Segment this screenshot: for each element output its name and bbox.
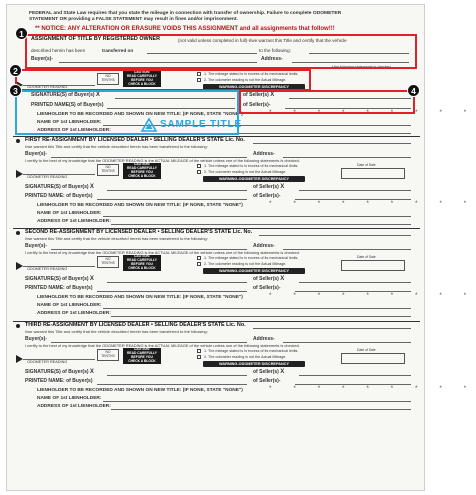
first-date-box[interactable] — [341, 168, 405, 179]
second-lien-addr-label: ADDRESS OF 1st LIENHOLDER: — [37, 311, 111, 316]
header-line-1: FEDERAL and State Law requires that you state the mileage in connection with transfer of ownership. Failure to complete ODOMETER — [29, 11, 342, 16]
second-date-label: Date of Sale — [357, 255, 376, 259]
second-no-tenths-box: NO TENTHS — [97, 256, 119, 268]
second-lien-addr-line[interactable] — [111, 316, 411, 317]
third-printed-buyer-line[interactable] — [97, 384, 247, 385]
first-no-tenths-box: NO TENTHS — [97, 164, 119, 176]
first-address-line[interactable] — [283, 157, 411, 158]
first-lic-line[interactable] — [253, 143, 411, 144]
second-opt-1: 1. The mileage stated is in excess of its mechanical limits. — [204, 256, 299, 260]
third-lien-addr-line[interactable] — [111, 409, 411, 410]
third-bullet-icon — [16, 324, 20, 328]
second-lien-stars: * * * * * * * * * — [269, 292, 476, 299]
owner-sig-seller-label: of Seller(s) X — [243, 92, 275, 98]
callout-box-1 — [25, 34, 417, 69]
second-sig-buyer-label: SIGNATURE(S) of Buyer(s) X — [25, 276, 94, 282]
third-lien-name-line[interactable] — [103, 401, 411, 402]
to-following-text: to the following: — [259, 48, 291, 53]
second-certify: I certify to the best of my knowledge that the ODOMETER READING is the ACTUAL MILEAGE of the vehicle unless one of the following statements is checked. — [25, 250, 300, 255]
second-check-1[interactable] — [197, 256, 201, 260]
second-sig-seller-line[interactable] — [299, 282, 411, 283]
second-warning-badge: WARNING-ODOMETER DISCREPANCY — [203, 268, 305, 274]
third-address-line[interactable] — [283, 342, 411, 343]
third-opt-2: 2. The odometer reading is not the Actual Mileage. — [204, 355, 287, 359]
owner-sig-buyer-label: SIGNATURE(S) of Buyer(s) X — [31, 92, 100, 98]
second-opt-2: 2. The odometer reading is not the Actual Mileage. — [204, 262, 287, 266]
second-caution-box: CAUTION: READ CAREFULLY BEFORE YOU CHECK A BLOCK — [123, 255, 161, 271]
third-section-title: THIRD RE-ASSIGNMENT BY LICENSED DEALER • SELLING DEALER'S STATE Lic. No. — [25, 322, 246, 328]
third-lic-line[interactable] — [253, 328, 411, 329]
owner-lien-stars: * * * * * * * * * — [269, 109, 476, 116]
third-lien-stars: * * * * * * * * * — [269, 385, 476, 392]
second-printed-buyer-label: PRINTED NAME: of Buyer(s) — [25, 285, 93, 291]
owner-caution-box: CAUTION: READ CAREFULLY BEFORE YOU CHECK A BLOCK — [123, 71, 161, 87]
callout-marker-2: 2 — [9, 64, 22, 77]
first-printed-seller-label: of Seller(s)- — [253, 193, 281, 199]
first-bullet-icon — [16, 139, 20, 143]
sample-title-stamp: SAMPLE TITLE — [160, 119, 242, 130]
second-buyers-label: Buyer(s)- — [25, 243, 47, 249]
first-caution-box: CAUTION: READ CAREFULLY BEFORE YOU CHECK A BLOCK — [123, 163, 161, 179]
first-lien-addr-label: ADDRESS OF 1st LIENHOLDER: — [37, 219, 111, 224]
owner-lien-addr-label: ADDRESS OF 1st LIENHOLDER: — [37, 128, 111, 133]
owner-opt-2: 2. The odometer reading is not the Actual Mileage. — [204, 78, 287, 82]
first-lien-addr-line[interactable] — [111, 224, 411, 225]
owner-buyers-label: Buyer(s)- — [31, 56, 53, 62]
third-sig-buyer-line[interactable] — [107, 375, 247, 376]
owner-printed-buyer-label: PRINTED NAME(S) of Buyer(s) — [31, 102, 104, 108]
first-check-2[interactable] — [197, 170, 201, 174]
owner-statements-tail: f the following statements is checked. — [332, 65, 392, 69]
owner-odometer-label: ODOMETER READING — [27, 85, 68, 89]
third-buyers-label: Buyer(s)- — [25, 336, 47, 342]
callout-marker-4: 4 — [407, 84, 420, 97]
callout-marker-1: 1 — [15, 27, 28, 40]
first-address-label: Address- — [253, 151, 275, 157]
third-lienholder-text: LIENHOLDER TO BE RECORDED AND SHOWN ON NEW TITLE: (IF NONE, STATE "NONE") — [37, 388, 243, 393]
sample-stamp-icon — [141, 118, 157, 132]
second-address-label: Address- — [253, 243, 275, 249]
owner-no-tenths-box: NO TENTHS — [97, 73, 119, 85]
second-sig-buyer-line[interactable] — [107, 282, 247, 283]
second-odometer-label: ODOMETER READING — [27, 267, 68, 271]
third-odometer-arrow-icon — [16, 355, 23, 363]
third-warrant: I/we warrant this Title and certify that the vehicle described herein has been transferred to the following: — [25, 329, 208, 334]
owner-printed-seller-label: of Seller(s)- — [243, 102, 271, 108]
first-lienholder-text: LIENHOLDER TO BE RECORDED AND SHOWN ON NEW TITLE: (IF NONE, STATE "NONE") — [37, 203, 243, 208]
second-lien-name-line[interactable] — [103, 308, 411, 309]
third-sig-seller-line[interactable] — [299, 375, 411, 376]
second-lien-name-label: NAME OF 1st LIENHOLDER: — [37, 303, 102, 308]
described-text: described herein has been — [31, 48, 86, 53]
first-odometer-arrow-icon — [16, 170, 23, 178]
third-date-box[interactable] — [341, 353, 405, 364]
first-date-label: Date of Sale — [357, 163, 376, 167]
transferred-on-text: transferred on — [102, 48, 134, 53]
third-opt-1: 1. The mileage stated is in excess of its mechanical limits. — [204, 349, 299, 353]
first-sig-buyer-line[interactable] — [107, 190, 247, 191]
third-sig-seller-label: of Seller(s) X — [253, 369, 285, 375]
first-buyers-label: Buyer(s)- — [25, 151, 47, 157]
third-warning-badge: WARNING-ODOMETER DISCREPANCY — [203, 361, 305, 367]
third-printed-seller-label: of Seller(s)- — [253, 378, 281, 384]
second-printed-buyer-line[interactable] — [97, 291, 247, 292]
first-check-1[interactable] — [197, 164, 201, 168]
notice-line: ** NOTICE: ANY ALTERATION OR ERASURE VOIDS THIS ASSIGNMENT and all assignments that follow!!! — [35, 26, 335, 32]
first-printed-buyer-label: PRINTED NAME: of Buyer(s) — [25, 193, 93, 199]
owner-lienholder-text: LIENHOLDER TO BE RECORDED AND SHOWN ON NEW TITLE: (IF NONE, STATE "NONE") — [37, 112, 243, 117]
owner-assignment-title-tail: (not valid unless completed in full)-I/we warrant this Title and certify that the vehicle — [178, 38, 347, 43]
first-lien-stars: * * * * * * * * * — [269, 200, 476, 207]
third-lien-name-label: NAME OF 1st LIENHOLDER: — [37, 396, 102, 401]
first-opt-1: 1. The mileage stated is in excess of its mechanical limits. — [204, 164, 299, 168]
owner-lien-name-label: NAME OF 1st LIENHOLDER: — [37, 120, 102, 125]
second-address-line[interactable] — [283, 249, 411, 250]
first-lien-name-line[interactable] — [103, 216, 411, 217]
second-odometer-arrow-icon — [16, 262, 23, 270]
second-printed-seller-label: of Seller(s)- — [253, 285, 281, 291]
second-sig-seller-label: of Seller(s) X — [253, 276, 285, 282]
first-printed-buyer-line[interactable] — [97, 199, 247, 200]
first-lien-name-label: NAME OF 1st LIENHOLDER: — [37, 211, 102, 216]
owner-warning-badge: WARNING-ODOMETER DISCREPANCY — [203, 84, 305, 90]
third-address-label: Address- — [253, 336, 275, 342]
third-sig-buyer-label: SIGNATURE(S) of Buyer(s) X — [25, 369, 94, 375]
callout-box-4 — [239, 90, 415, 114]
third-no-tenths-box: NO TENTHS — [97, 349, 119, 361]
third-caution-box: CAUTION: READ CAREFULLY BEFORE YOU CHECK A BLOCK — [123, 348, 161, 364]
second-check-2[interactable] — [197, 262, 201, 266]
title-document-page — [6, 4, 476, 491]
first-sig-seller-line[interactable] — [299, 190, 411, 191]
first-warning-badge: WARNING-ODOMETER DISCREPANCY — [203, 176, 305, 182]
second-section-title: SECOND RE-ASSIGNMENT BY LICENSED DEALER • SELLING DEALER'S STATE Lic. No. — [25, 229, 253, 235]
owner-assignment-title: ASSIGNMENT OF TITLE BY REGISTERED OWNER — [31, 36, 160, 42]
third-lien-addr-label: ADDRESS OF 1st LIENHOLDER: — [37, 404, 111, 409]
third-date-label: Date of Sale — [357, 348, 376, 352]
second-bullet-icon — [16, 231, 20, 235]
second-lienholder-text: LIENHOLDER TO BE RECORDED AND SHOWN ON NEW TITLE: (IF NONE, STATE "NONE") — [37, 295, 243, 300]
callout-box-2 — [15, 69, 311, 91]
third-odometer-label: ODOMETER READING — [27, 360, 68, 364]
header-line-2: STATEMENT OR providing a FALSE STATEMENT may result in fines and/or imprisonment. — [29, 17, 238, 22]
second-warrant: I/we warrant this Title and certify that the vehicle described herein has been transferred to the following: — [25, 236, 208, 241]
callout-marker-3: 3 — [9, 84, 22, 97]
third-printed-buyer-label: PRINTED NAME: of Buyer(s) — [25, 378, 93, 384]
second-date-box[interactable] — [341, 260, 405, 271]
second-lic-line[interactable] — [259, 235, 411, 236]
third-check-1[interactable] — [197, 349, 201, 353]
third-check-2[interactable] — [197, 355, 201, 359]
first-warrant: I/we warrant this Title and certify that the vehicle described herein has been transferred to the following: — [25, 144, 208, 149]
first-sig-buyer-label: SIGNATURE(S) of Buyer(s) X — [25, 184, 94, 190]
first-opt-2: 2. The odometer reading is not the Actual Mileage. — [204, 170, 287, 174]
owner-address-label: Address- — [261, 56, 283, 62]
first-certify: I certify to the best of my knowledge that the ODOMETER READING is the ACTUAL MILEAGE of the vehicle unless one of the following statements is checked. — [25, 158, 300, 163]
owner-opt-1: 1. The mileage stated is in excess of its mechanical limits. — [204, 72, 299, 76]
first-odometer-label: ODOMETER READING — [27, 175, 68, 179]
third-certify: I certify to the best of my knowledge that the ODOMETER READING is the ACTUAL MILEAGE of the vehicle unless one of the following statements is checked. — [25, 343, 300, 348]
first-sig-seller-label: of Seller(s) X — [253, 184, 285, 190]
first-section-title: FIRST RE-ASSIGNMENT BY LICENSED DEALER • SELLING DEALER'S STATE Lic. No. — [25, 137, 245, 143]
